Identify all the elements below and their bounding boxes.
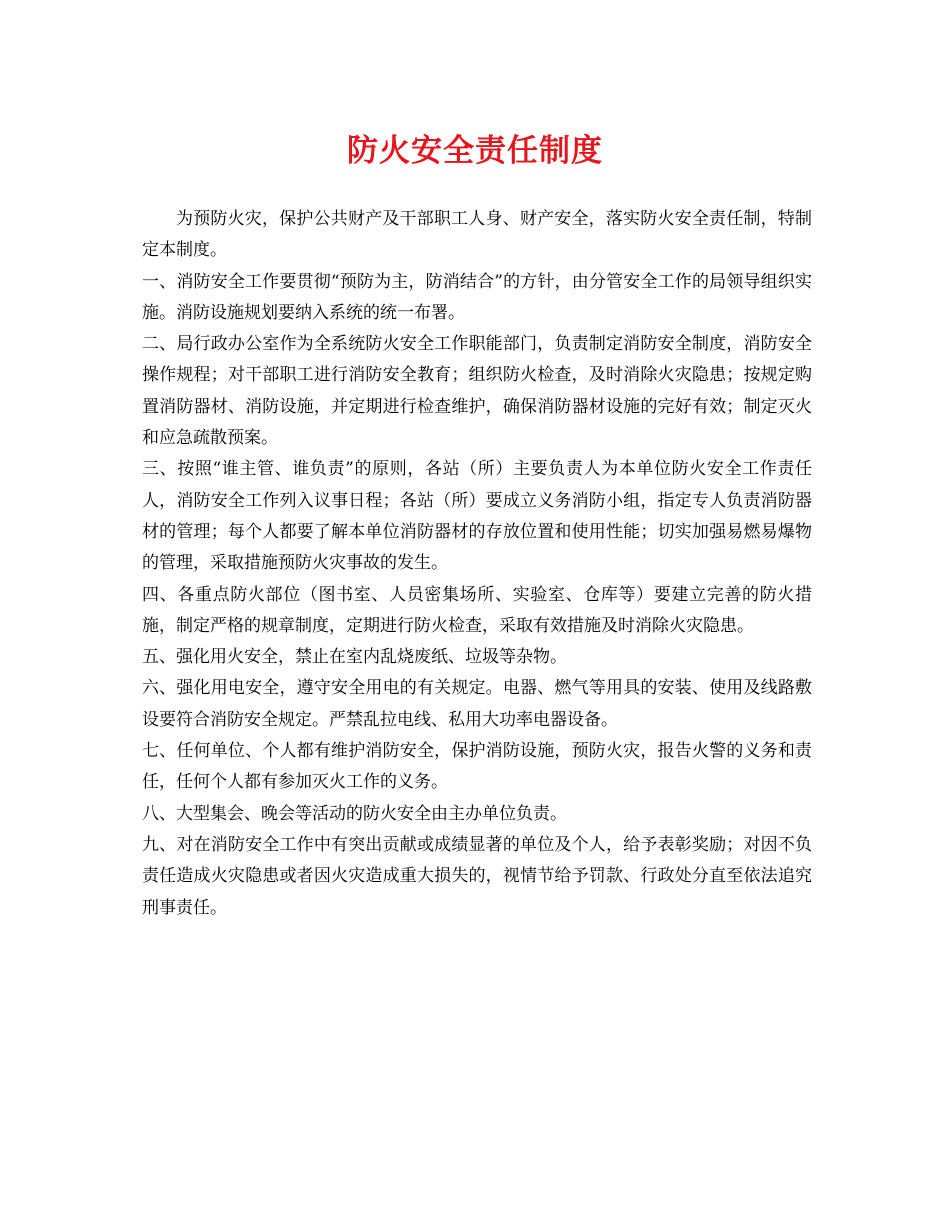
intro-paragraph: 为预防火灾，保护公共财产及干部职工人身、财产安全，落实防火安全责任制，特制定本制度。 xyxy=(142,209,812,261)
clause-7-paragraph: 七、任何单位、个人都有维护消防安全，保护消防设施，预防火灾，报告火警的义务和责任，任何个人都有参加灭火工作的义务。 xyxy=(142,741,812,793)
document-title: 防火安全责任制度 xyxy=(347,133,603,169)
document-body xyxy=(142,204,812,924)
clause-8-paragraph: 八、大型集会、晚会等活动的防火安全由主办单位负责。 xyxy=(142,803,567,824)
clause-9-paragraph: 九、对在消防安全工作中有突出贡献或成绩显著的单位及个人，给予表彰奖励；对因不负责任造成火灾隐患或者因火灾造成重大损失的，视情节给予罚款、行政处分直至依法追究刑事责任。 xyxy=(142,834,812,918)
clause-6-paragraph: 六、强化用电安全，遵守安全用电的有关规定。电器、燃气等用具的安装、使用及线路敷设要符合消防安全规定。严禁乱拉电线、私用大功率电器设备。 xyxy=(142,678,812,730)
clause-2-paragraph: 二、局行政办公室作为全系统防火安全工作职能部门，负责制定消防安全制度，消防安全操作规程；对干部职工进行消防安全教育；组织防火检查，及时消除火灾隐患；按规定购置消防器材、消防设施，并定期进行检查维护，确保消防器材设施的完好有效；制定灭火和应急疏散预案。 xyxy=(142,334,812,449)
clause-4-paragraph: 四、各重点防火部位（图书室、人员密集场所、实验室、仓库等）要建立完善的防火措施，制定严格的规章制度，定期进行防火检查，采取有效措施及时消除火灾隐患。 xyxy=(142,584,812,636)
clause-1-paragraph: 一、消防安全工作要贯彻“预防为主，防消结合”的方针，由分管安全工作的局领导组织实施。消防设施规划要纳入系统的统一布署。 xyxy=(142,271,812,323)
clause-5-paragraph: 五、强化用火安全，禁止在室内乱烧废纸、垃圾等杂物。 xyxy=(142,647,567,668)
clause-3-paragraph: 三、按照“谁主管、谁负责”的原则，各站（所）主要负责人为本单位防火安全工作责任人，消防安全工作列入议事日程；各站（所）要成立义务消防小组，指定专人负责消防器材的管理；每个人都要了解本单位消防器材的存放位置和使用性能；切实加强易燃易爆物的管理，采取措施预防火灾事故的发生。 xyxy=(142,459,812,574)
